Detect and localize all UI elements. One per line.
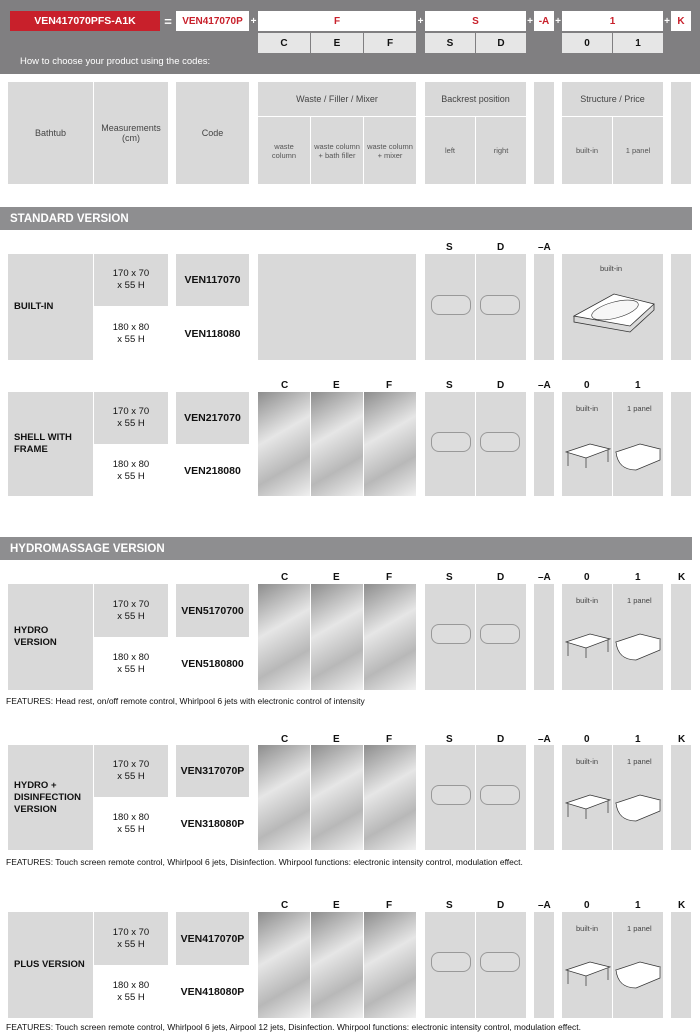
section-standard: STANDARD VERSION <box>0 207 692 230</box>
product-code: VEN5180800 <box>176 638 249 690</box>
product-code: VEN318080P <box>176 798 249 850</box>
measurement: 170 x 70 x 55 H <box>94 912 168 965</box>
waste-bath-filler-photo <box>311 584 363 690</box>
letter-1: 1 <box>635 734 641 745</box>
tub-left-icon <box>431 624 471 644</box>
tub-right-icon <box>480 785 520 805</box>
tub-left-icon <box>431 295 471 315</box>
header-measurements: Measurements (cm) <box>94 82 168 184</box>
features-label: FEATURES: <box>6 696 54 706</box>
builtin-tag: built-in <box>576 404 599 413</box>
product-code: VEN418080P <box>176 966 249 1018</box>
howto-text: How to choose your product using the codes: <box>20 56 211 67</box>
waste-column-photo <box>258 392 310 496</box>
k-cell <box>671 912 691 1018</box>
frame-tub-illustration <box>564 791 612 821</box>
k-cell <box>671 745 691 850</box>
header-waste-col: waste column <box>258 117 310 184</box>
opt-f: F <box>364 33 416 53</box>
a-cell <box>534 254 554 360</box>
opt-c: C <box>258 33 310 53</box>
waste-code: F <box>258 11 416 31</box>
letter-a: –A <box>538 380 551 391</box>
panel-tub-illustration <box>614 791 662 825</box>
header-waste-mixer: waste column + mixer <box>364 117 416 184</box>
panel-tub-illustration <box>614 440 662 474</box>
measurement: 170 x 70 x 55 H <box>94 745 168 797</box>
k-cell <box>671 584 691 690</box>
header-panel: 1 panel <box>613 117 663 184</box>
letter-1: 1 <box>635 572 641 583</box>
product-code: VEN417070P <box>176 912 249 965</box>
letter-f: F <box>386 572 393 583</box>
opt-1: 1 <box>613 33 663 53</box>
plus-sign: + <box>417 15 424 27</box>
backrest-code: S <box>425 11 526 31</box>
letter-0: 0 <box>584 572 590 583</box>
letter-a: –A <box>538 734 551 745</box>
waste-mixer-photo <box>364 392 416 496</box>
letter-c: C <box>281 380 289 391</box>
plus-sign: + <box>555 15 561 27</box>
a-cell <box>534 392 554 496</box>
header-backrest: Backrest position <box>425 82 526 116</box>
tub-right-icon <box>480 295 520 315</box>
letter-a: –A <box>538 572 551 583</box>
full-code: VEN417070PFS-A1K <box>10 11 160 31</box>
letter-1: 1 <box>635 380 641 391</box>
structure-code: 1 <box>562 11 663 31</box>
measurement: 180 x 80 x 55 H <box>94 966 168 1018</box>
builtin-tag: built-in <box>576 596 599 605</box>
header-builtin: built-in <box>562 117 612 184</box>
opt-0: 0 <box>562 33 612 53</box>
features-label: FEATURES: <box>6 857 54 867</box>
product-code: VEN117070 <box>176 254 249 306</box>
letter-d: D <box>497 572 505 583</box>
row-label: HYDRO VERSION <box>8 584 93 690</box>
letter-a: –A <box>538 900 551 911</box>
waste-column-photo <box>258 584 310 690</box>
measurement: 170 x 70 x 55 H <box>94 254 168 306</box>
measurement: 180 x 80 x 55 H <box>94 638 168 690</box>
k-cell <box>671 254 691 360</box>
header-code: Code <box>176 82 249 184</box>
waste-mixer-photo <box>364 745 416 850</box>
features-text <box>6 857 692 867</box>
panel-tag: 1 panel <box>627 924 652 933</box>
waste-column-photo <box>258 745 310 850</box>
waste-column-photo <box>258 912 310 1018</box>
opt-e: E <box>311 33 363 53</box>
a-cell <box>534 745 554 850</box>
plus-sign: + <box>250 15 257 27</box>
opt-s: S <box>425 33 475 53</box>
letter-f: F <box>386 380 393 391</box>
letter-c: C <box>281 900 289 911</box>
waste-mixer-photo <box>364 912 416 1018</box>
letter-0: 0 <box>584 380 590 391</box>
tub-left-icon <box>431 785 471 805</box>
header-waste-group: Waste / Filler / Mixer <box>258 82 416 116</box>
letter-s: S <box>446 572 453 583</box>
frame-tub-illustration <box>564 630 612 660</box>
letter-a: –A <box>538 242 551 253</box>
header-right: right <box>476 117 526 184</box>
header-waste-bath: waste column + bath filler <box>311 117 363 184</box>
waste-bath-filler-photo <box>311 392 363 496</box>
features-body: Touch screen remote control, Whirlpool 6 jets, Airpool 12 jets, Disinfection. Whirpool functions: electronic intensity control, modulation effect. <box>53 1022 581 1032</box>
letter-1: 1 <box>635 900 641 911</box>
panel-tub-illustration <box>614 958 662 992</box>
row-label: PLUS VERSION <box>8 912 93 1018</box>
product-code: VEN118080 <box>176 307 249 360</box>
builtin-tag: built-in <box>600 264 623 273</box>
plus-sign: + <box>664 15 670 27</box>
tub-right-icon <box>480 952 520 972</box>
base-code: VEN417070P <box>176 11 249 31</box>
letter-f: F <box>386 734 393 745</box>
product-code: VEN317070P <box>176 745 249 797</box>
letter-e: E <box>333 380 340 391</box>
panel-tag: 1 panel <box>627 404 652 413</box>
k-cell <box>671 392 691 496</box>
letter-0: 0 <box>584 900 590 911</box>
letter-d: D <box>497 900 505 911</box>
letter-s: S <box>446 734 453 745</box>
header-k-col <box>671 82 691 184</box>
a-cell <box>534 584 554 690</box>
waste-bath-filler-photo <box>311 745 363 850</box>
letter-s: S <box>446 380 453 391</box>
frame-tub-illustration <box>564 440 612 470</box>
letter-d: D <box>497 242 505 253</box>
tub-right-icon <box>480 432 520 452</box>
frame-tub-illustration <box>564 958 612 988</box>
tub-right-icon <box>480 624 520 644</box>
row-label-builtin: BUILT-IN <box>8 254 93 360</box>
header-bathtub: Bathtub <box>8 82 93 184</box>
letter-c: C <box>281 734 289 745</box>
features-body: Head rest, on/off remote control, Whirlpool 6 jets with electronic control of intensity <box>53 696 365 706</box>
features-text <box>6 696 692 706</box>
equals-sign: = <box>164 13 172 29</box>
letter-s: S <box>446 242 453 253</box>
measurement: 170 x 70 x 55 H <box>94 392 168 444</box>
letter-s: S <box>446 900 453 911</box>
letter-k: K <box>678 900 686 911</box>
letter-e: E <box>333 734 340 745</box>
features-text <box>6 1022 692 1032</box>
k-code: K <box>671 11 691 31</box>
product-code: VEN5170700 <box>176 584 249 637</box>
product-code: VEN217070 <box>176 392 249 444</box>
product-code: VEN218080 <box>176 445 249 496</box>
features-body: Touch screen remote control, Whirlpool 6 jets, Disinfection. Whirpool functions: electronic intensity control, modulation effect. <box>53 857 523 867</box>
letter-d: D <box>497 380 505 391</box>
tub-left-icon <box>431 432 471 452</box>
waste-mixer-photo <box>364 584 416 690</box>
letter-k: K <box>678 572 686 583</box>
measurement: 180 x 80 x 55 H <box>94 307 168 360</box>
plus-sign: + <box>527 15 533 27</box>
features-label: FEATURES: <box>6 1022 54 1032</box>
header-left: left <box>425 117 475 184</box>
letter-e: E <box>333 572 340 583</box>
waste-bath-filler-photo <box>311 912 363 1018</box>
header-a-col <box>534 82 554 184</box>
measurement: 180 x 80 x 55 H <box>94 445 168 496</box>
a-cell <box>534 912 554 1018</box>
letter-e: E <box>333 900 340 911</box>
measurement: 180 x 80 x 55 H <box>94 798 168 850</box>
empty-cell <box>258 254 416 360</box>
panel-tub-illustration <box>614 630 662 664</box>
letter-c: C <box>281 572 289 583</box>
letter-f: F <box>386 900 393 911</box>
row-label: HYDRO + DISINFECTION VERSION <box>8 745 93 850</box>
builtin-tub-illustration <box>570 280 658 340</box>
letter-0: 0 <box>584 734 590 745</box>
tub-left-icon <box>431 952 471 972</box>
opt-d: D <box>476 33 526 53</box>
builtin-tag: built-in <box>576 757 599 766</box>
builtin-tag: built-in <box>576 924 599 933</box>
panel-tag: 1 panel <box>627 596 652 605</box>
measurement: 170 x 70 x 55 H <box>94 584 168 637</box>
letter-d: D <box>497 734 505 745</box>
a-code: -A <box>534 11 554 31</box>
letter-k: K <box>678 734 686 745</box>
panel-tag: 1 panel <box>627 757 652 766</box>
header-structure: Structure / Price <box>562 82 663 116</box>
section-hydro: HYDROMASSAGE VERSION <box>0 537 692 560</box>
row-label-shell: SHELL WITH FRAME <box>8 392 93 496</box>
